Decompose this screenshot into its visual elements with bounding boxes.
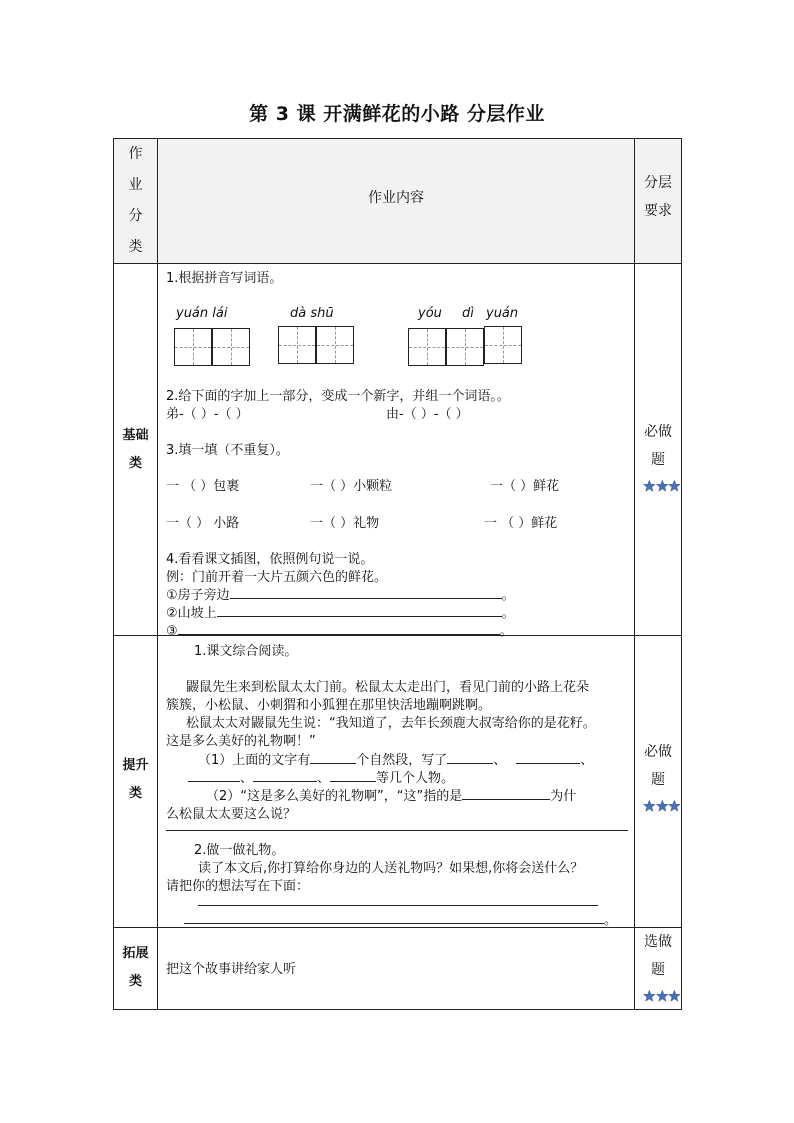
expand-category-label: 拓展 类 <box>122 946 149 989</box>
q4-item-1: ①房子旁边 。 <box>166 584 515 603</box>
grid-cell[interactable] <box>408 328 446 366</box>
grid-cell[interactable] <box>446 328 484 366</box>
answer-grid-2 <box>278 326 354 364</box>
answer-grid-3 <box>408 328 522 366</box>
passage-p2b: 这是多么美好的礼物啊！” <box>166 734 316 749</box>
expand-req-cell <box>635 928 682 1010</box>
star-icon <box>668 984 681 1008</box>
basic-q4-example: 例：门前开着一大片五颜六色的鲜花。 <box>166 570 388 585</box>
answer-line-2[interactable] <box>198 892 598 910</box>
improve-req-label: 必做 题 <box>644 744 672 788</box>
q4-item-3: ③ 。 <box>166 620 513 639</box>
expand-content-cell <box>158 928 635 1010</box>
pinyin-di: dì <box>462 306 474 321</box>
q3-r2-c: 一 （ ）鲜花 <box>484 516 558 531</box>
star-icon <box>656 794 669 818</box>
basic-q2-right: 由-（ ）-（ ） <box>386 407 469 422</box>
q3-r1-a: 一 （ ）包裹 <box>166 479 240 494</box>
page-title: 第 3 课 开满鲜花的小路 分层作业 <box>249 103 545 125</box>
grid-cell[interactable] <box>484 326 522 364</box>
sub-question-2-cont: 么松鼠太太要这么说？ <box>166 807 297 822</box>
sub-question-1: （1）上面的文字有 个自然段，写了 、 、 <box>198 749 593 768</box>
grid-cell[interactable] <box>316 326 354 364</box>
star-icon <box>643 794 656 818</box>
basic-category-label: 基础 类 <box>122 428 149 471</box>
header-req-label: 分层 要求 <box>644 175 672 219</box>
header-content-label: 作业内容 <box>368 190 424 206</box>
expand-row <box>114 928 682 1010</box>
header-category-label: 作 业 分 类 <box>128 146 143 255</box>
improve-content-cell <box>158 636 635 928</box>
expand-text: 把这个故事讲给家人听 <box>166 962 297 977</box>
passage-p1a: 鼹鼠先生来到松鼠太太门前。松鼠太太走出门，看见门前的小路上花朵 <box>186 680 590 695</box>
header-row <box>114 139 682 264</box>
pinyin-yuanlai: yuán lái <box>176 306 228 321</box>
q3-r1-c: 一（ ）鲜花 <box>490 479 560 494</box>
sub-question-2: （2）“这是多么美好的礼物啊”，“这”指的是 为什 <box>206 785 576 804</box>
improve-category-cell <box>114 636 158 928</box>
passage-p2a: 松鼠太太对鼹鼠先生说：“我知道了，去年长颈鹿大叔寄给你的是花籽。 <box>186 716 596 731</box>
q3-r1-b: 一（ ）小颗粒 <box>310 479 393 494</box>
answer-line-1[interactable] <box>166 817 628 835</box>
basic-req-label: 必做 题 <box>644 424 672 468</box>
homework-table <box>113 138 682 1010</box>
basic-q1: 1.根据拼音写词语。 <box>166 271 283 286</box>
improve-row <box>114 636 682 928</box>
improve-q2a: 读了本文后,你打算给你身边的人送礼物吗？如果想,你将会送什么？ <box>198 861 584 876</box>
star-icon <box>668 794 681 818</box>
expand-category-cell <box>114 928 158 1010</box>
pinyin-you: yóu <box>418 306 442 321</box>
header-content-cell <box>158 139 635 264</box>
basic-row <box>114 264 682 636</box>
answer-grid-1 <box>174 328 250 366</box>
improve-q1: 1.课文综合阅读。 <box>194 644 298 659</box>
difficulty-stars <box>643 794 681 818</box>
basic-q3: 3.填一填（不重复）。 <box>166 443 289 458</box>
basic-category-cell <box>114 264 158 636</box>
grid-cell[interactable] <box>212 328 250 366</box>
q3-r2-a: 一（ ） 小路 <box>166 516 240 531</box>
q3-r2-b: 一（ ）礼物 <box>310 516 380 531</box>
basic-req-cell <box>635 264 682 636</box>
grid-cell[interactable] <box>278 326 316 364</box>
basic-q2-left: 弟-（ ）-（ ） <box>166 407 249 422</box>
answer-line-3[interactable]: 。 <box>184 909 617 928</box>
improve-q2: 2.做一做礼物。 <box>194 843 285 858</box>
q4-item-2: ②山坡上 。 <box>166 602 515 621</box>
basic-q4: 4.看看课文插图，依照例句说一说。 <box>166 552 374 567</box>
expand-req-label: 选做 题 <box>644 934 672 978</box>
pinyin-yuan: yuán <box>486 306 519 321</box>
star-icon <box>643 984 656 1008</box>
difficulty-stars <box>643 474 681 498</box>
header-category-cell <box>114 139 158 264</box>
improve-req-cell <box>635 636 682 928</box>
basic-q2: 2.给下面的字加上一部分，变成一个新字，并组一个词语。。 <box>166 389 510 404</box>
pinyin-dashu: dà shū <box>290 306 334 321</box>
star-icon <box>656 984 669 1008</box>
star-icon <box>668 474 681 498</box>
improve-q2b: 请把你的想法写在下面： <box>166 879 310 894</box>
difficulty-stars <box>643 984 681 1008</box>
grid-cell[interactable] <box>174 328 212 366</box>
star-icon <box>643 474 656 498</box>
sub-question-1-cont: 、 、 等几个人物。 <box>188 767 454 786</box>
basic-content-cell <box>158 264 635 639</box>
improve-category-label: 提升 类 <box>122 758 149 801</box>
header-req-cell <box>635 139 682 264</box>
star-icon <box>656 474 669 498</box>
passage-p1b: 簇簇，小松鼠、小刺猬和小狐狸在那里快活地蹦啊跳啊。 <box>166 698 492 713</box>
